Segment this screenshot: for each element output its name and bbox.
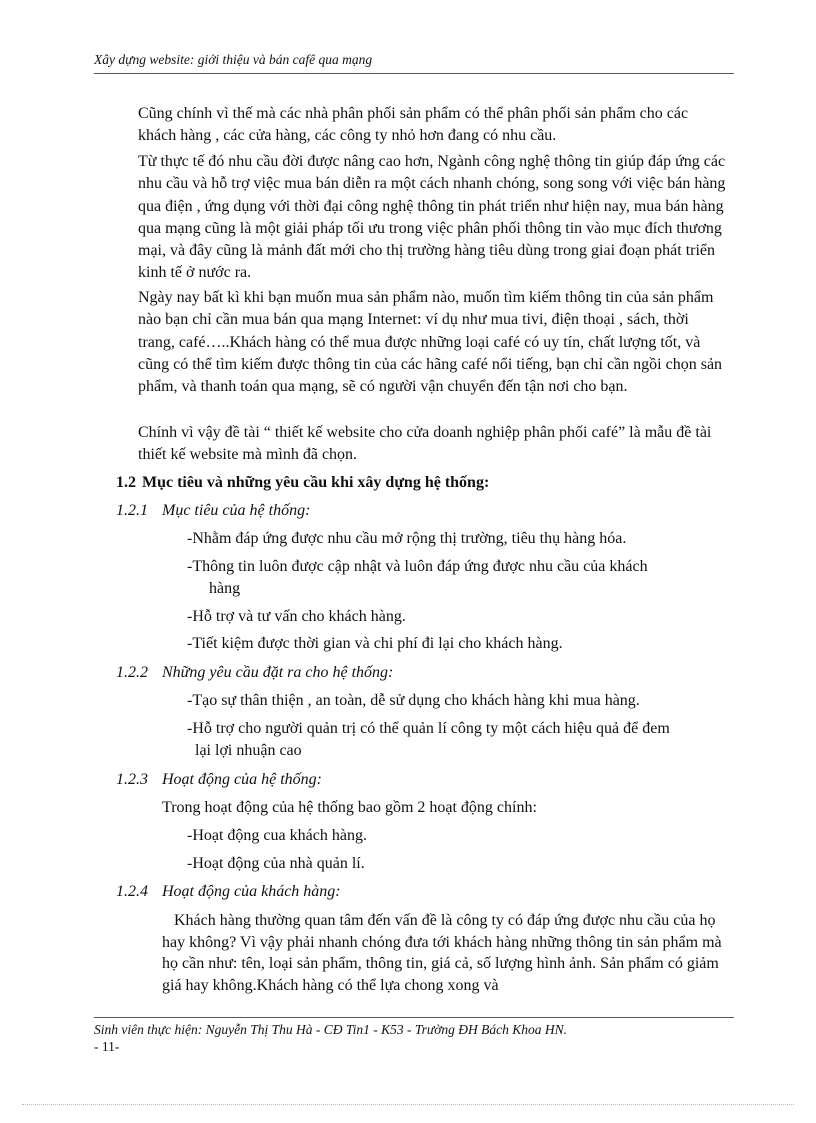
- list-item: -Hoạt động cua khách hàng.: [187, 827, 367, 844]
- list-item: -Hỗ trợ và tư vấn cho khách hàng.: [187, 608, 406, 625]
- page-header: Xây dựng website: giới thiệu và bán cafê qua mạng: [94, 51, 734, 74]
- subsection-heading-1-2-2: [116, 663, 393, 683]
- list-item: [187, 718, 727, 762]
- list-item: [187, 556, 727, 600]
- list-item: -Tạo sự thân thiện , an toàn, dễ sử dụng cho khách hàng khi mua hàng.: [187, 692, 640, 709]
- subsection-heading-1-2-3: [116, 770, 322, 790]
- subsection-number: 1.2.1: [116, 502, 148, 519]
- subsection-title: Những yêu cầu đặt ra cho hệ thống:: [162, 664, 394, 681]
- subsection-number: 1.2.2: [116, 664, 148, 681]
- list-item-continuation: lại lợi nhuận cao: [195, 742, 302, 759]
- list-item-continuation: hàng: [209, 580, 241, 597]
- paragraph-1-2-4: Khách hàng thường quan tâm đến vấn đề là công ty có đáp ứng được nhu cầu của họ hay không? Vì vậy phải nhanh chóng đưa tới khách hàng những thông tin sản phẩm mà họ cần như: tên, loại sản phẩm, thông tin, giá cả, số lượng hình ảnh. Sản phẩm có giảm giá hay không.Khách hàng có thể lựa chong xong và: [162, 912, 722, 994]
- paragraph-1: Cũng chính vì thế mà các nhà phân phối sản phẩm có thể phân phối sản phẩm cho các khách hàng , các cửa hàng, các công ty nhỏ hơn đang có nhu cầu.: [138, 105, 689, 145]
- list-item: -Tiết kiệm được thời gian và chi phí đi lại cho khách hàng.: [187, 635, 563, 652]
- footer-author: Sinh viên thực hiện: Nguyễn Thị Thu Hà - CĐ Tin1 - K53 - Trường ĐH Bách Khoa HN.: [94, 1022, 568, 1037]
- subsection-number: 1.2.3: [116, 771, 148, 788]
- list-item: -Hoạt động của nhà quản lí.: [187, 855, 365, 872]
- subsection-title: Hoạt động của khách hàng:: [162, 883, 341, 900]
- list-item-line: -Hỗ trợ cho người quản trị có thể quản lí công ty một cách hiệu quả để đem: [187, 720, 670, 737]
- section-heading-1-2: [116, 473, 489, 493]
- section-title: Mục tiêu và những yêu cầu khi xây dựng hệ thống:: [142, 474, 490, 491]
- subsection-number: 1.2.4: [116, 883, 148, 900]
- page-number: - 11-: [94, 1039, 120, 1054]
- paragraph-2: Từ thực tế đó nhu cầu đời được nâng cao hơn, Ngành công nghệ thông tin giúp đáp ứng các nhu cầu và hỗ trợ việc mua bán diễn ra một cách nhanh chóng, song song với việc bán hàng qua điện , ứng dụng với thời đại công nghệ thông tin phát triển như hiện nay, mua bán hàng qua mạng cũng là một giải pháp tối ưu trong việc phân phối thông tin vào mục đích thương mại, và đây cũng là mảnh đất mới cho thị trường hàng tiêu dùng trong giai đoạn phát triển kinh tế ở nước ra.: [138, 153, 726, 282]
- list-item-line: -Thông tin luôn được cập nhật và luôn đáp ứng được nhu cầu của khách: [187, 558, 648, 575]
- paragraph-4: Chính vì vậy đề tài “ thiết kế website cho cửa doanh nghiệp phân phối café” là mẫu đề tài thiết kế website mà mình đã chọn.: [138, 424, 712, 464]
- section-number: 1.2: [116, 474, 136, 491]
- subsection-intro: Trong hoạt động của hệ thống bao gồm 2 hoạt động chính:: [162, 799, 537, 816]
- page-footer: [94, 1017, 734, 1055]
- page-divider: [22, 1104, 794, 1105]
- list-item: -Nhằm đáp ứng được nhu cầu mở rộng thị trường, tiêu thụ hàng hóa.: [187, 530, 627, 547]
- subsection-heading-1-2-1: [116, 501, 310, 521]
- paragraph-3: Ngày nay bất kì khi bạn muốn mua sản phẩm nào, muốn tìm kiếm thông tin của sản phẩm nào bạn chỉ cần mua bán qua mạng Internet: ví dụ như mua tivi, điện thoại , sách, thời trang, café…..Khách hàng có thể mua được những loại café có uy tín, chất lượng tốt, và cũng có thể tìm kiếm được thông tin của các hãng café nổi tiếng, bạn chỉ cần ngồi chọn sản phẩm, và thanh toán qua mạng, sẽ có người vận chuyển đến tận nơi cho bạn.: [138, 289, 723, 396]
- subsection-title: Hoạt động của hệ thống:: [162, 771, 322, 788]
- subsection-title: Mục tiêu của hệ thống:: [162, 502, 311, 519]
- subsection-heading-1-2-4: [116, 882, 341, 902]
